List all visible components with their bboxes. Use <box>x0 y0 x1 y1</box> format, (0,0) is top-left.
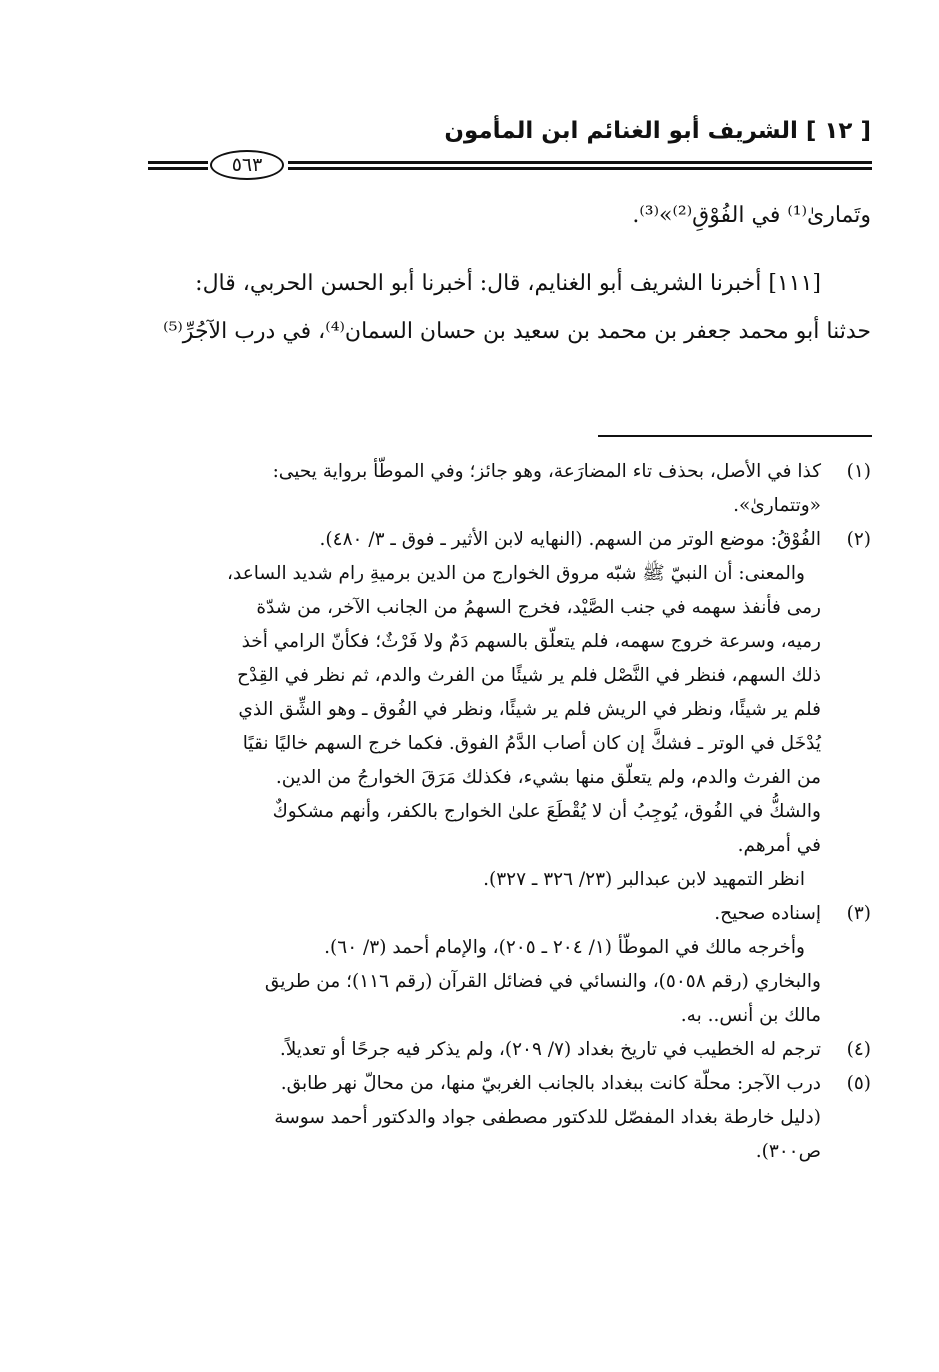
footnote-line: يُدْخَل في الوتر ـ فشكَّ إن كان أصاب الدَّمُ الفوق. فكما خرج السهم خاليًا نقيًا <box>242 733 821 754</box>
footnote-separator <box>598 435 872 437</box>
footnote-2 <box>161 523 871 897</box>
header-rule-right <box>288 161 872 170</box>
footnote-line: في أمرهم. <box>737 835 821 856</box>
footnote-5 <box>161 1067 871 1169</box>
footnote-line: ذلك السهم، فنظر في النَّصْل فلم ير شيئًا من الفرث والدم، ثم نظر في القِدْح <box>237 665 821 686</box>
footnote-line: درب الآجر: محلّة كانت ببغداد بالجانب الغربيّ منها، من محالّ نهر طابق. <box>280 1073 821 1094</box>
header-rule <box>148 150 872 184</box>
main-text <box>151 192 871 356</box>
footnote-line: إسناده صحيح. <box>714 903 821 924</box>
footnote-line: رمى فأنفذ سهمه في جنب الصَّيْد، فخرج السهمُ من الجانب الآخر، من شدّة <box>256 597 821 618</box>
footnote-line: وأخرجه مالك في الموطّأ (١/ ٢٠٤ ـ ٢٠٥)، والإمام أحمد (٣/ ٦٠). <box>324 937 805 958</box>
main-line-1: وتَمارىٰ⁽¹⁾ في الفُوْقِ⁽²⁾»⁽³⁾. <box>632 203 871 228</box>
footnote-line: والشكُّ في الفُوق، يُوجِبُ أن لا يُقْطَعَ علىٰ الخوارج بالكفر، وأنهم مشكوكٌ <box>272 801 821 822</box>
footnote-3 <box>161 897 871 1033</box>
footnotes <box>161 455 871 1169</box>
running-header: [ ١٢ ] الشريف أبو الغنائم ابن المأمون <box>444 118 871 144</box>
footnote-line: انظر التمهيد لابن عبدالبر (٢٣/ ٣٢٦ ـ ٣٢٧). <box>483 869 805 890</box>
footnote-line: من الفرث والدم، ولم يتعلّق منها بشيء، فكذلك مَرَقَ الخوارجُ من الدين. <box>275 767 821 788</box>
footnote-line: فلم ير شيئًا، ونظر في الريش فلم ير شيئًا، ونظر في الفُوق ـ وهو الشِّق الذي <box>238 699 821 720</box>
footnote-line: ص٣٠٠). <box>755 1141 821 1162</box>
footnote-number: (٢) <box>846 529 871 550</box>
header-rule-left <box>148 161 208 170</box>
footnote-line: مالك بن أنس.. به. <box>680 1005 821 1026</box>
footnote-number: (٣) <box>846 903 871 924</box>
footnote-line: «وتتمارىٰ». <box>733 495 821 516</box>
footnote-1 <box>161 455 871 523</box>
footnote-line: الفُوْقُ: موضع الوتر من السهم. (النهايه لابن الأثير ـ فوق ـ ٣/ ٤٨٠). <box>319 529 821 550</box>
footnote-line: والمعنى: أن النبيّ ﷺ شبّه مروق الخوارج من الدين برميةِ رام شديد الساعد، <box>227 563 805 584</box>
footnote-line: (دليل خارطة بغداد المفصّل للدكتور مصطفى جواد والدكتور أحمد سوسة <box>274 1107 821 1128</box>
footnote-number: (٥) <box>846 1073 871 1094</box>
footnote-line: كذا في الأصل، بحذف تاء المضارَعة، وهو جائز؛ وفي الموطّأ برواية يحيى: <box>272 461 821 482</box>
footnote-line: والبخاري (رقم ٥٠٥٨)، والنسائي في فضائل القرآن (رقم ١١٦)؛ من طريق <box>264 971 821 992</box>
footnote-line: ترجم له الخطيب في تاريخ بغداد (٧/ ٢٠٩)، ولم يذكر فيه جرحًا أو تعديلاً. <box>279 1039 821 1060</box>
footnote-4 <box>161 1033 871 1067</box>
main-line-3: حدثنا أبو محمد جعفر بن محمد بن سعيد بن حسان السمان⁽⁴⁾، في درب الآجُرِّ⁽⁵⁾ <box>163 319 871 344</box>
footnote-number: (١) <box>846 461 871 482</box>
footnote-line: رميه، وسرعة خروج سهمه، فلم يتعلّق بالسهم دَمٌ ولا فَرْثٌ؛ فكأنّ الرامي أخذ <box>241 631 821 652</box>
main-line-2: [١١١] أخبرنا الشريف أبو الغنايم، قال: أخبرنا أبو الحسن الحربي، قال: <box>195 271 821 296</box>
footnote-number: (٤) <box>846 1039 871 1060</box>
page-number: ٥٦٣ <box>210 150 284 180</box>
